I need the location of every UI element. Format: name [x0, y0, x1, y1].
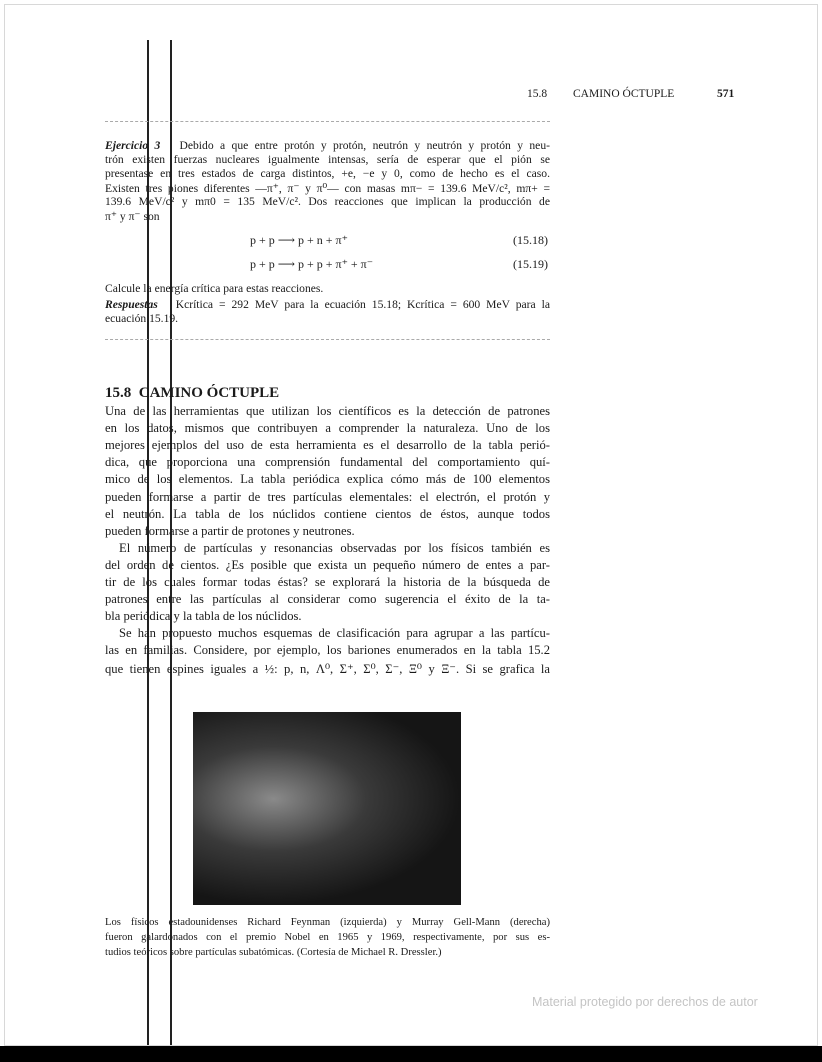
answer-label: Respuestas [105, 298, 158, 311]
body-line: pueden formarse a partir de protones y neutrones. [105, 523, 355, 538]
caption-line: fueron galardonados con el premio Nobel en 1965 y 1969, respectivamente, por sus es- [105, 932, 550, 943]
page-number: 571 [717, 88, 735, 100]
body-line: patrones entre las partículas al considerar como sugerencia el éxito de la ta- [105, 592, 550, 607]
caption-line: tudios teóricos sobre partículas subatómicas. (Cortesía de Michael R. Dressler.) [105, 947, 442, 958]
answer-line: Respuestas Kcrítica = 292 MeV para la ecuación 15.18; Kcrítica = 600 MeV para la [105, 298, 551, 311]
answer-line: ecuación 15.19. [105, 312, 179, 325]
photo-feynman-gell-mann [193, 712, 461, 905]
body-line: del orden de cientos. ¿Es posible que exista un pequeño número de entes a par- [105, 557, 550, 572]
bottom-band [0, 1046, 822, 1062]
equation-number: (15.18) [513, 233, 548, 247]
body-line: bla periódica y la tabla de los núclidos. [105, 609, 302, 624]
body-line: en los datos, mismos que contribuyen a comprender la naturaleza. Uno de los [105, 421, 550, 436]
exercise-line: trón existen fuerzas nucleares igualmente intensas, sería de esperar que el pión se [105, 153, 550, 166]
caption-line: Los físicos estadounidenses Richard Feynman (izquierda) y Murray Gell-Mann (derecha) [105, 917, 550, 928]
body-line: El número de partículas y resonancias observadas por los físicos también es [119, 540, 550, 555]
equation-number: (15.19) [513, 257, 548, 271]
exercise-line: Existen tres piones diferentes —π⁺, π⁻ y π⁰— con masas mπ− = 139.6 MeV/c², mπ+ = [105, 182, 550, 195]
body-line: mico de los elementos. La tabla periódica explica cómo más de 100 elementos [105, 472, 550, 487]
body-line: las en familias. Considere, por ejemplo, los bariones enumerados en la tabla 15.2 [105, 643, 550, 658]
body-line: tir de los cuales formar todas éstas? se explorará la historia de la búsqueda de [105, 575, 550, 589]
section-heading: 15.8 CAMINO ÓCTUPLE [105, 385, 280, 401]
exercise-label: Ejercicio 3 [105, 139, 161, 152]
exercise-line: presentase en tres estados de carga distintos, +e, −e y 0, como de hecho es el caso. [105, 167, 550, 180]
exercise-task: Calcule la energía crítica para estas reacciones. [105, 282, 324, 295]
divider [105, 121, 550, 122]
exercise-line: Ejercicio 3 Debido a que entre protón y protón, neutrón y neutrón y protón y neu- [105, 139, 550, 152]
equation: p + p ⟶ p + p + π⁺ + π⁻ [250, 257, 374, 271]
body-line: que tienen espines iguales a ½: p, n, Λ⁰, Σ⁺, Σ⁰, Σ⁻, Ξ⁰ y Ξ⁻. Si se grafica la [105, 661, 550, 676]
body-line: el neutrón. La tabla de los núclidos contiene cientos de éstos, aunque todos [105, 506, 550, 521]
body-line: Se han propuesto muchos esquemas de clasificación para agrupar a las partícu- [119, 626, 550, 641]
divider [105, 339, 550, 340]
header-title: CAMINO ÓCTUPLE [573, 88, 675, 100]
body-line: mejores ejemplos del uso de esta herramienta es el desarrollo de la tabla perió- [105, 438, 550, 453]
header-section-number: 15.8 [527, 88, 548, 100]
exercise-line: π⁺ y π⁻ son [105, 210, 160, 223]
body-line: dica, que proporciona una comprensión fundamental del comportamiento quí- [105, 455, 550, 470]
equation: p + p ⟶ p + n + π⁺ [250, 233, 348, 247]
body-line: Una de las herramientas que utilizan los científicos es la detección de patrones [105, 404, 550, 418]
body-line: pueden formarse a partir de tres partículas elementales: el electrón, el protón y [105, 489, 550, 504]
watermark: Material protegido por derechos de autor [532, 995, 758, 1009]
exercise-line: 139.6 MeV/c² y mπ0 = 135 MeV/c². Dos reacciones que implican la producción de [105, 195, 550, 208]
